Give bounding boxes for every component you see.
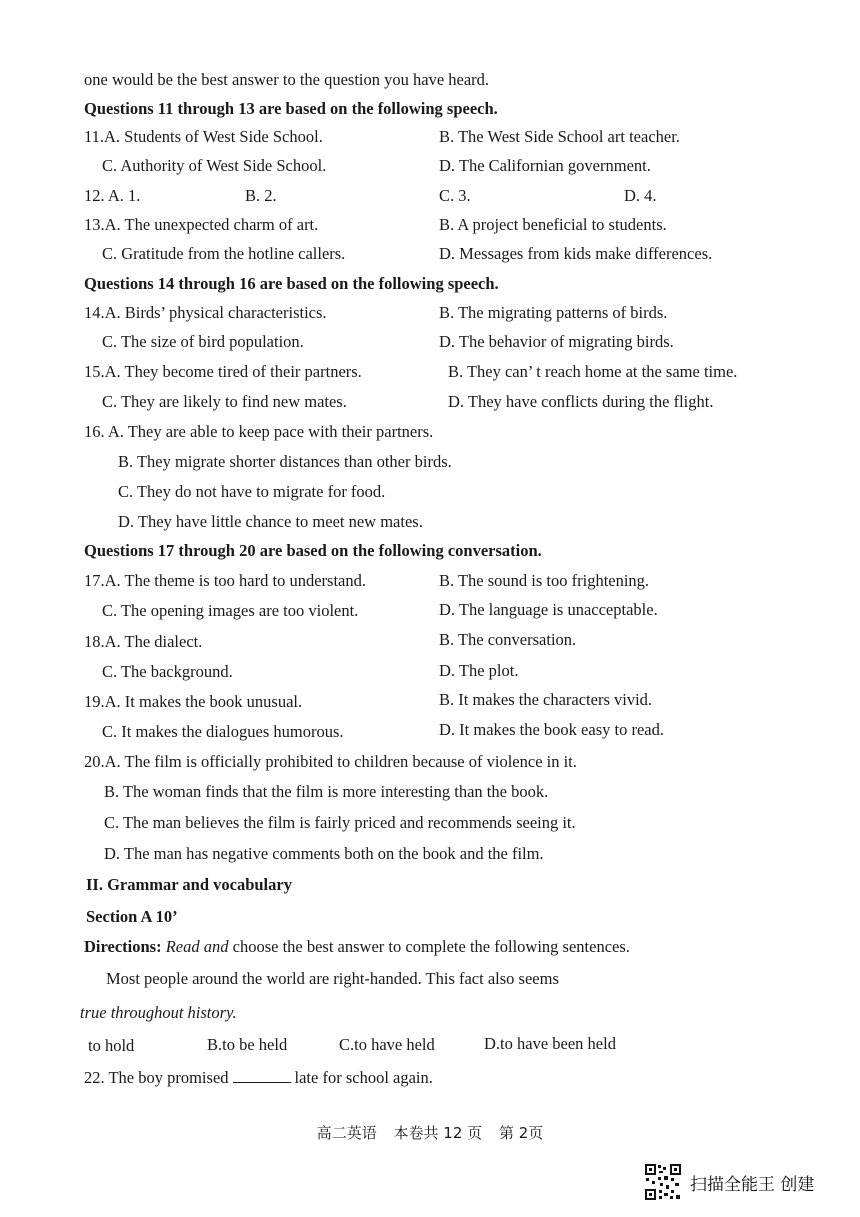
section-a-label: Section A 10’	[86, 907, 178, 926]
section-heading-11-13: Questions 11 through 13 are based on the following speech.	[84, 99, 498, 118]
q18-option-c: C. The background.	[102, 662, 233, 681]
q14-option-b: B. The migrating patterns of birds.	[439, 303, 668, 322]
q14-option-d: D. The behavior of migrating birds.	[439, 332, 674, 351]
directions-text: choose the best answer to complete the following sentences.	[232, 937, 630, 956]
q20-option-c: C. The man believes the film is fairly priced and recommends seeing it.	[104, 813, 576, 832]
q14-option-c: C. The size of bird population.	[102, 332, 304, 351]
q14-option-a: 14.A. Birds’ physical characteristics.	[84, 303, 327, 322]
directions-italic: Read and	[165, 937, 229, 956]
q19-option-a: 19.A. It makes the book unusual.	[84, 692, 303, 711]
q13-option-b: B. A project beneficial to students.	[439, 215, 667, 234]
q17-option-b: B. The sound is too frightening.	[439, 571, 650, 590]
q16-option-b: B. They migrate shorter distances than other birds.	[118, 452, 452, 471]
q13-option-d: D. Messages from kids make differences.	[439, 244, 713, 263]
q21-line-2: true throughout history.	[80, 1003, 237, 1022]
q11-option-d: D. The Californian government.	[439, 156, 651, 175]
q12-option-a: 12. A. 1.	[84, 186, 141, 205]
q19-option-d: D. It makes the book easy to read.	[439, 720, 664, 739]
footer-total-pages: 本卷共 12 页	[393, 1124, 483, 1142]
q21-option-b: B.to be held	[207, 1035, 288, 1054]
q21-option-a: to hold	[88, 1036, 135, 1055]
q18-option-d: D. The plot.	[439, 661, 519, 680]
q12-option-b: B. 2.	[245, 186, 277, 205]
q21-line-1: Most people around the world are right-handed. This fact also seems	[106, 969, 559, 988]
scanner-label: 扫描全能王 创建	[690, 1174, 815, 1195]
scanner-watermark	[644, 1162, 814, 1202]
q22-line	[84, 1068, 433, 1088]
q22-prefix: 22. The boy promised	[84, 1068, 229, 1087]
answer-blank	[233, 1068, 291, 1083]
grammar-section-title: II. Grammar and vocabulary	[86, 875, 292, 894]
q19-option-b: B. It makes the characters vivid.	[439, 690, 653, 709]
section-heading-17-20: Questions 17 through 20 are based on the following conversation.	[84, 541, 542, 560]
q21-option-c: C.to have held	[339, 1035, 435, 1054]
directions-label: Directions:	[84, 937, 162, 956]
q12-option-c: C. 3.	[439, 186, 471, 205]
q17-option-a: 17.A. The theme is too hard to understand.	[84, 571, 366, 590]
page-footer	[0, 1122, 860, 1143]
q19-option-c: C. It makes the dialogues humorous.	[102, 722, 344, 741]
directions-line	[84, 937, 630, 957]
footer-subject: 高二英语	[316, 1124, 377, 1142]
section-heading-14-16: Questions 14 through 16 are based on the following speech.	[84, 274, 499, 293]
q20-option-d: D. The man has negative comments both on the book and the film.	[104, 844, 544, 863]
q21-option-d: D.to have been held	[484, 1034, 616, 1053]
q22-suffix: late for school again.	[294, 1068, 433, 1087]
q15-option-c: C. They are likely to find new mates.	[102, 392, 347, 411]
q18-option-a: 18.A. The dialect.	[84, 632, 203, 651]
q16-option-d: D. They have little chance to meet new mates.	[118, 512, 423, 531]
q20-option-b: B. The woman finds that the film is more interesting than the book.	[104, 782, 549, 801]
q16-option-c: C. They do not have to migrate for food.	[118, 482, 386, 501]
q17-option-d: D. The language is unacceptable.	[439, 600, 658, 619]
q11-option-a: 11.A. Students of West Side School.	[84, 127, 323, 146]
q13-option-a: 13.A. The unexpected charm of art.	[84, 215, 319, 234]
q16-option-a: 16. A. They are able to keep pace with their partners.	[84, 422, 434, 441]
q12-option-d: D. 4.	[624, 186, 657, 205]
footer-page-number: 第 2页	[498, 1124, 544, 1142]
q13-option-c: C. Gratitude from the hotline callers.	[102, 244, 346, 263]
q11-option-b: B. The West Side School art teacher.	[439, 127, 680, 146]
q15-option-a: 15.A. They become tired of their partners.	[84, 362, 362, 381]
q15-option-d: D. They have conflicts during the flight.	[448, 392, 714, 411]
q18-option-b: B. The conversation.	[439, 630, 577, 649]
q15-option-b: B. They can’ t reach home at the same time.	[448, 362, 738, 381]
q11-option-c: C. Authority of West Side School.	[102, 156, 327, 175]
q17-option-c: C. The opening images are too violent.	[102, 601, 359, 620]
q20-option-a: 20.A. The film is officially prohibited to children because of violence in it.	[84, 752, 577, 771]
qr-code-icon	[644, 1163, 682, 1201]
intro-line: one would be the best answer to the question you have heard.	[84, 70, 490, 89]
